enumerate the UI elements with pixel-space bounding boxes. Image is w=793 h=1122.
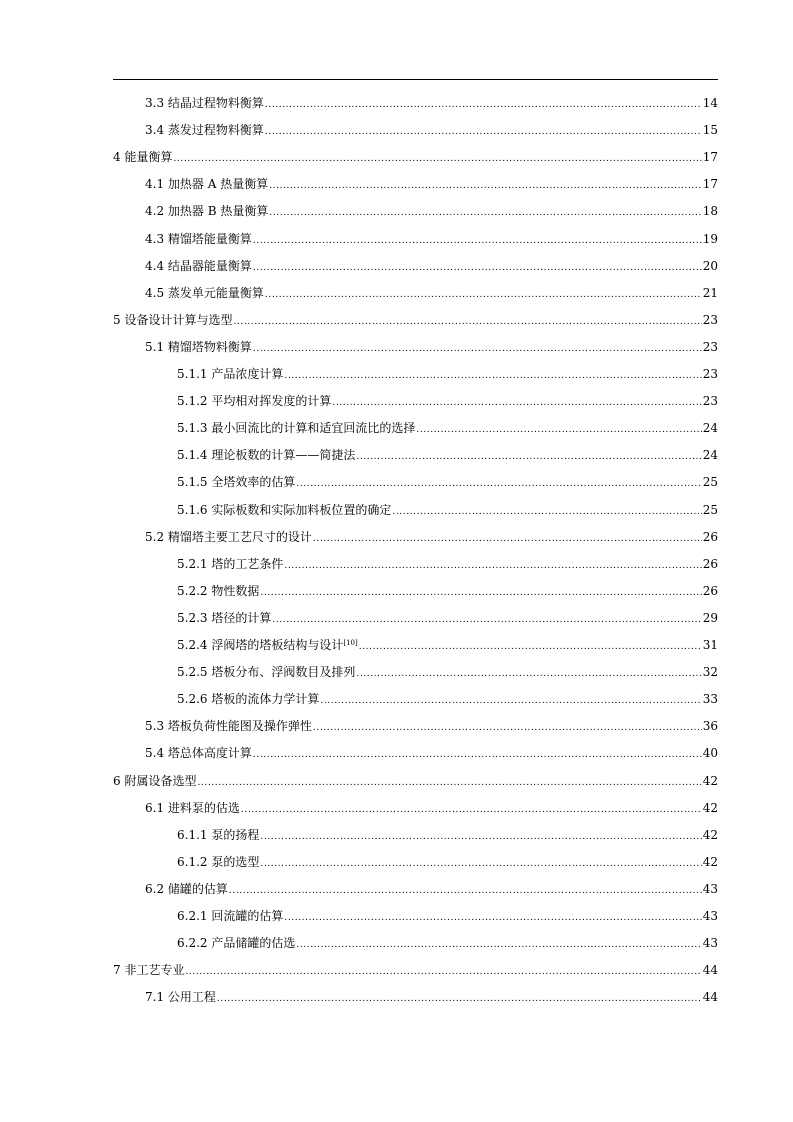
toc-entry-title: 5.2.1 塔的工艺条件 — [177, 556, 284, 571]
toc-entry-page-number: 18 — [702, 204, 718, 219]
toc-entry-page-number: 24 — [702, 448, 718, 463]
toc-entry-title: 6.2.1 回流罐的估算 — [177, 909, 284, 923]
header-rule — [113, 79, 718, 80]
toc-entry-page-number: 26 — [702, 583, 718, 598]
toc-entry[interactable] — [145, 716, 718, 736]
toc-entry[interactable] — [113, 771, 718, 791]
toc-entry[interactable] — [177, 689, 718, 709]
toc-entry[interactable] — [145, 283, 718, 303]
toc-entry-title: 5.1.2 平均相对挥发度的计算 — [177, 394, 332, 409]
toc-entry[interactable] — [177, 852, 718, 872]
citation-superscript: [10] — [343, 639, 358, 647]
dot-leader — [356, 664, 701, 684]
toc-entry[interactable] — [145, 229, 718, 249]
toc-entry-page-number: 24 — [702, 421, 718, 436]
dot-leader — [272, 610, 701, 630]
toc-entry-title: 5.1.4 理论板数的计算——简捷法 — [177, 448, 356, 463]
toc-entry-title: 5 设备设计计算与选型 — [113, 312, 233, 327]
dot-leader — [269, 176, 702, 196]
toc-entry-page-number: 40 — [702, 746, 718, 761]
toc-entry-title: 5.1.6 实际板数和实际加料板位置的确定 — [177, 502, 392, 517]
toc-entry-page-number: 43 — [702, 881, 718, 896]
toc-entry[interactable] — [113, 960, 718, 980]
toc-entry[interactable] — [113, 147, 718, 167]
dot-leader — [284, 366, 701, 386]
dot-leader — [217, 989, 702, 1009]
toc-entry-page-number: 32 — [702, 665, 718, 680]
toc-entry-page-number: 19 — [702, 231, 718, 246]
toc-entry-page-number: 29 — [702, 610, 718, 625]
toc-entry-page-number: 26 — [702, 529, 718, 544]
dot-leader — [253, 258, 702, 278]
toc-entry-title: 4.5 蒸发单元能量衡算 — [145, 285, 264, 300]
dot-leader — [284, 556, 701, 576]
toc-entry-title: 3.4 蒸发过程物料衡算 — [145, 123, 264, 138]
toc-entry-title: 4 能量衡算 — [113, 150, 173, 165]
toc-entry[interactable] — [177, 445, 718, 465]
dot-leader — [313, 529, 702, 549]
toc-entry-title: 4.4 结晶器能量衡算 — [145, 258, 252, 273]
toc-entry-title: 7 非工艺专业 — [113, 963, 185, 978]
toc-entry-title: 6.2 储罐的估算 — [145, 881, 228, 896]
toc-entry-page-number: 23 — [702, 367, 718, 381]
dot-leader — [296, 935, 701, 955]
toc-entry-page-number: 42 — [702, 800, 718, 815]
toc-entry-page-number: 23 — [702, 312, 718, 327]
dot-leader — [260, 854, 701, 874]
toc-entry-page-number: 33 — [702, 692, 718, 707]
dot-leader — [185, 962, 701, 982]
dot-leader — [229, 881, 702, 901]
toc-entry[interactable] — [145, 174, 718, 194]
toc-entry-page-number: 36 — [702, 719, 718, 734]
dot-leader — [260, 583, 701, 603]
toc-entry-title: 5.1.1 产品浓度计算 — [177, 367, 284, 381]
toc-entry[interactable] — [145, 527, 718, 547]
toc-entry-page-number: 42 — [702, 854, 718, 869]
dot-leader — [269, 203, 701, 223]
toc-entry[interactable] — [145, 201, 718, 221]
toc-entry[interactable] — [177, 391, 718, 411]
toc-entry-page-number: 43 — [702, 936, 718, 951]
toc-entry-title: 4.3 精馏塔能量衡算 — [145, 231, 252, 246]
toc-entry-title: 5.2 精馏塔主要工艺尺寸的设计 — [145, 529, 312, 544]
toc-entry-page-number: 23 — [702, 394, 718, 409]
toc-entry[interactable] — [177, 608, 718, 628]
toc-entry-title: 5.1.5 全塔效率的估算 — [177, 475, 296, 490]
dot-leader — [284, 908, 701, 928]
dot-leader — [416, 420, 701, 440]
toc-entry[interactable] — [177, 364, 718, 384]
toc-entry-title: 5.1 精馏塔物料衡算 — [145, 339, 252, 354]
toc-entry-page-number: 43 — [702, 909, 718, 923]
toc-entry[interactable] — [177, 554, 718, 574]
dot-leader — [173, 149, 701, 169]
toc-entry[interactable] — [145, 93, 718, 113]
toc-entry[interactable] — [177, 418, 718, 438]
toc-entry-title: 5.4 塔总体高度计算 — [145, 746, 252, 761]
dot-leader — [241, 800, 702, 820]
dot-leader — [260, 827, 701, 847]
toc-entry-title: 4.1 加热器 A 热量衡算 — [145, 177, 269, 192]
toc-entry-page-number: 26 — [702, 556, 718, 571]
toc-entry-page-number: 23 — [702, 339, 718, 354]
dot-leader — [392, 502, 701, 522]
dot-leader — [296, 474, 701, 494]
toc-entry[interactable] — [145, 987, 718, 1007]
dot-leader — [359, 637, 702, 657]
dot-leader — [320, 691, 701, 711]
toc-entry-title: 5.1.3 最小回流比的计算和适宜回流比的选择 — [177, 421, 416, 436]
toc-entry[interactable] — [177, 906, 718, 926]
toc-entry-title: 6.1.1 泵的扬程 — [177, 827, 260, 842]
toc-entry-title: 5.3 塔板负荷性能图及操作弹性 — [145, 719, 312, 734]
toc-entry[interactable] — [177, 933, 718, 953]
toc-entry-page-number: 17 — [702, 150, 718, 165]
toc-entry-title: 7.1 公用工程 — [145, 990, 216, 1005]
dot-leader — [265, 122, 702, 142]
toc-entry-title: 5.2.4 浮阀塔的塔板结构与设计[10] — [177, 638, 358, 652]
toc-entry-title: 5.2.6 塔板的流体力学计算 — [177, 692, 320, 707]
dot-leader — [233, 312, 701, 332]
toc-entry-page-number: 25 — [702, 475, 718, 490]
toc-entry-title: 6 附属设备选型 — [113, 773, 197, 788]
toc-entry[interactable] — [177, 635, 718, 655]
toc-entry[interactable] — [145, 337, 718, 357]
toc-entry-page-number: 17 — [702, 177, 718, 192]
toc-entry-title: 4.2 加热器 B 热量衡算 — [145, 204, 269, 219]
dot-leader — [313, 718, 702, 738]
toc-entry[interactable] — [177, 662, 718, 682]
toc-entry-page-number: 44 — [702, 963, 718, 978]
toc-entry-title: 5.2.2 物性数据 — [177, 583, 260, 598]
toc-entry-title: 6.1 进料泵的估选 — [145, 800, 240, 815]
toc-entry[interactable] — [145, 256, 718, 276]
toc-entry-title: 6.1.2 泵的选型 — [177, 854, 260, 869]
dot-leader — [197, 773, 701, 793]
dot-leader — [253, 745, 702, 765]
toc-entry-title: 3.3 结晶过程物料衡算 — [145, 96, 264, 110]
dot-leader — [265, 95, 702, 115]
toc-entry[interactable] — [177, 500, 718, 520]
dot-leader — [356, 447, 701, 467]
toc-entry-page-number: 44 — [702, 990, 718, 1005]
toc-entry-title: 5.2.3 塔径的计算 — [177, 610, 272, 625]
toc-entry-page-number: 15 — [702, 123, 718, 138]
toc-entry-page-number: 25 — [702, 502, 718, 517]
toc-entry[interactable] — [177, 472, 718, 492]
dot-leader — [253, 339, 702, 359]
toc-entry-title: 6.2.2 产品储罐的估选 — [177, 936, 296, 951]
toc-entry[interactable] — [177, 825, 718, 845]
toc-entry[interactable] — [145, 879, 718, 899]
toc-entry-page-number: 20 — [702, 258, 718, 273]
toc-entry-title: 5.2.5 塔板分布、浮阀数目及排列 — [177, 665, 356, 680]
toc-entry-page-number: 42 — [702, 773, 718, 788]
toc-entry[interactable] — [145, 743, 718, 763]
dot-leader — [265, 285, 702, 305]
toc-entry[interactable] — [177, 581, 718, 601]
toc-entry[interactable] — [145, 798, 718, 818]
toc-entry-page-number: 31 — [702, 638, 718, 652]
toc-entry[interactable] — [145, 120, 718, 140]
toc-entry-page-number: 14 — [702, 96, 718, 110]
dot-leader — [332, 393, 701, 413]
toc-entry-page-number: 42 — [702, 827, 718, 842]
toc-entry[interactable] — [113, 310, 718, 330]
dot-leader — [253, 231, 702, 251]
toc-entry-page-number: 21 — [702, 285, 718, 300]
